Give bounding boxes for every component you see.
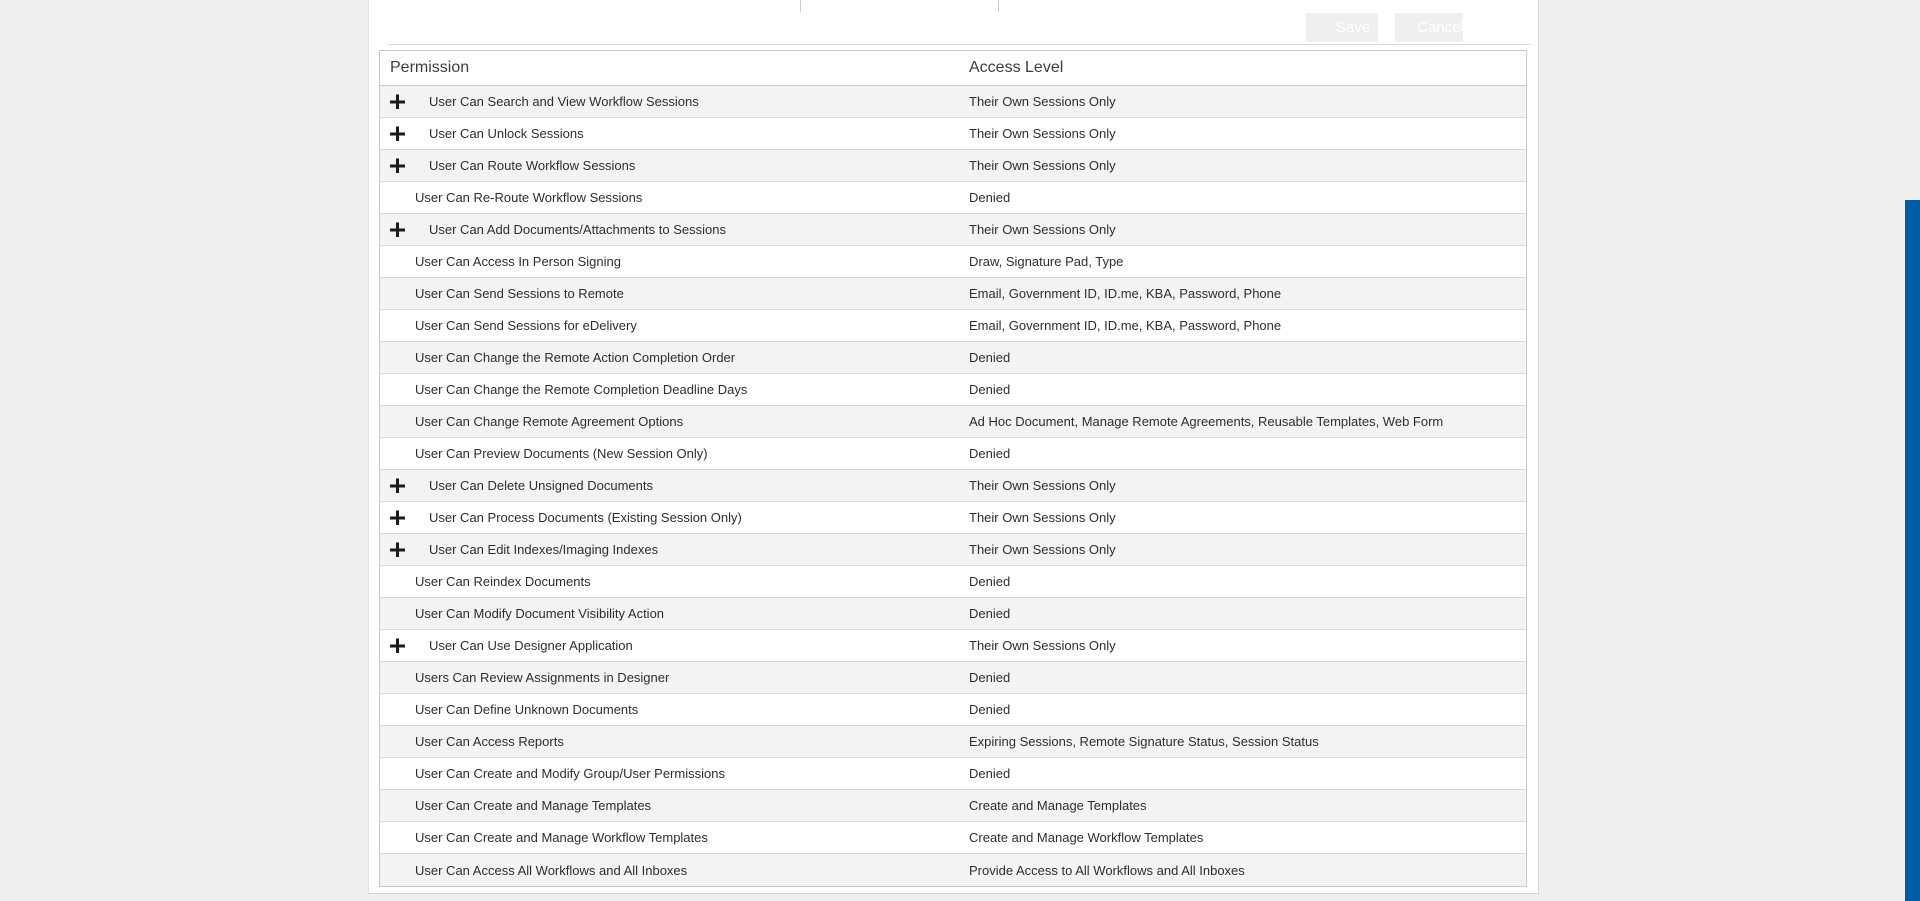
- permission-cell: [380, 126, 969, 141]
- table-row[interactable]: [380, 150, 1526, 182]
- access-level-value: Denied: [969, 574, 1011, 589]
- permission-cell: [380, 734, 969, 749]
- permission-label: User Can Reindex Documents: [415, 574, 591, 589]
- permission-label: User Can Re-Route Workflow Sessions: [415, 190, 643, 205]
- access-level-value: Their Own Sessions Only: [969, 94, 1116, 109]
- table-row[interactable]: [380, 246, 1526, 278]
- access-level-value: Ad Hoc Document, Manage Remote Agreements, Reusable Templates, Web Form: [969, 414, 1444, 429]
- permission-label: User Can Route Workflow Sessions: [429, 158, 636, 173]
- permission-cell: [380, 670, 969, 685]
- permission-label: User Can Delete Unsigned Documents: [429, 478, 653, 493]
- access-level-value: Their Own Sessions Only: [969, 510, 1116, 525]
- access-level-value: Their Own Sessions Only: [969, 158, 1116, 173]
- permission-label: User Can Change the Remote Completion Deadline Days: [415, 382, 748, 397]
- table-row[interactable]: [380, 502, 1526, 534]
- permission-cell: [380, 286, 969, 301]
- permission-label: User Can Change the Remote Action Completion Order: [415, 350, 736, 365]
- permission-label: User Can Define Unknown Documents: [415, 702, 639, 717]
- permission-cell: [380, 606, 969, 621]
- table-row[interactable]: [380, 822, 1526, 854]
- save-button[interactable]: [1306, 13, 1378, 42]
- access-level-value: Their Own Sessions Only: [969, 542, 1116, 557]
- access-level-value: Denied: [969, 382, 1011, 397]
- table-row[interactable]: [380, 406, 1526, 438]
- column-header-access-level: Access Level: [969, 59, 1064, 76]
- column-header-permission: Permission: [390, 59, 470, 76]
- table-row[interactable]: [380, 182, 1526, 214]
- permission-cell: [380, 638, 969, 653]
- access-level-value: Their Own Sessions Only: [969, 478, 1116, 493]
- access-level-value: Their Own Sessions Only: [969, 222, 1116, 237]
- permission-label: User Can Use Designer Application: [429, 638, 633, 653]
- permission-cell: [380, 863, 969, 878]
- permission-label: User Can Send Sessions to Remote: [415, 286, 624, 301]
- table-row[interactable]: [380, 566, 1526, 598]
- permission-cell: [380, 190, 969, 205]
- access-level-value: Denied: [969, 766, 1011, 781]
- table-row[interactable]: [380, 758, 1526, 790]
- access-level-value: Denied: [969, 606, 1011, 621]
- save-icon: [1314, 20, 1330, 36]
- cancel-button[interactable]: [1395, 13, 1463, 42]
- permission-cell: [380, 574, 969, 589]
- access-level-value: Denied: [969, 350, 1011, 365]
- table-row[interactable]: [380, 342, 1526, 374]
- expand-plus-icon[interactable]: [390, 126, 405, 141]
- access-level-value: Their Own Sessions Only: [969, 126, 1116, 141]
- permission-label: User Can Create and Manage Templates: [415, 798, 652, 813]
- expand-plus-icon[interactable]: [390, 158, 405, 173]
- expand-plus-icon[interactable]: [390, 478, 405, 493]
- permission-cell: [380, 446, 969, 461]
- table-row[interactable]: [380, 310, 1526, 342]
- permission-label: User Can Create and Manage Workflow Templates: [415, 830, 708, 845]
- tab-divider: [998, 0, 999, 12]
- permission-label: Users Can Review Assignments in Designer: [415, 670, 670, 685]
- table-row[interactable]: [380, 726, 1526, 758]
- table-row[interactable]: [380, 534, 1526, 566]
- permission-label: User Can Access In Person Signing: [415, 254, 621, 269]
- expand-plus-icon[interactable]: [390, 638, 405, 653]
- table-row[interactable]: [380, 118, 1526, 150]
- permission-cell: [380, 254, 969, 269]
- permission-cell: [380, 318, 969, 333]
- permission-label: User Can Preview Documents (New Session Only): [415, 446, 708, 461]
- table-row[interactable]: [380, 790, 1526, 822]
- permission-label: User Can Access Reports: [415, 734, 564, 749]
- permission-cell: [380, 766, 969, 781]
- table-row[interactable]: [380, 598, 1526, 630]
- table-row[interactable]: [380, 470, 1526, 502]
- table-row[interactable]: [380, 86, 1526, 118]
- access-level-value: Denied: [969, 190, 1011, 205]
- permission-label: User Can Change Remote Agreement Options: [415, 414, 684, 429]
- permission-cell: [380, 94, 969, 109]
- cancel-button-label: Cancel: [1417, 19, 1464, 36]
- save-button-label: Save: [1335, 19, 1371, 36]
- access-level-value: Provide Access to All Workflows and All Inboxes: [969, 862, 1245, 878]
- permission-cell: [380, 414, 969, 429]
- expand-plus-icon[interactable]: [390, 222, 405, 237]
- access-level-value: Draw, Signature Pad, Type: [969, 254, 1124, 269]
- permission-cell: [380, 158, 969, 173]
- permissions-table: [379, 50, 1527, 887]
- tab-divider: [800, 0, 801, 12]
- expand-plus-icon[interactable]: [390, 510, 405, 525]
- permission-cell: [380, 830, 969, 845]
- access-level-value: Email, Government ID, ID.me, KBA, Password, Phone: [969, 286, 1282, 301]
- expand-plus-icon[interactable]: [390, 94, 405, 109]
- access-level-value: Email, Government ID, ID.me, KBA, Password, Phone: [969, 318, 1282, 333]
- table-header: [380, 51, 1526, 86]
- table-row[interactable]: [380, 630, 1526, 662]
- table-row[interactable]: [380, 278, 1526, 310]
- permission-label: User Can Unlock Sessions: [429, 126, 584, 141]
- table-row[interactable]: [380, 438, 1526, 470]
- permission-cell: [380, 510, 969, 525]
- permission-cell: [380, 798, 969, 813]
- access-level-value: Create and Manage Workflow Templates: [969, 830, 1204, 845]
- table-row[interactable]: [380, 694, 1526, 726]
- table-row[interactable]: [380, 214, 1526, 246]
- access-level-value: Expiring Sessions, Remote Signature Status, Session Status: [969, 734, 1319, 749]
- permission-label: User Can Access All Workflows and All Inboxes: [415, 862, 688, 878]
- permission-cell: [380, 222, 969, 237]
- permissions-table-body: [380, 86, 1526, 886]
- permission-cell: [380, 702, 969, 717]
- access-level-value: Denied: [969, 446, 1011, 461]
- expand-plus-icon[interactable]: [390, 542, 405, 557]
- access-level-value: Create and Manage Templates: [969, 798, 1147, 813]
- table-row[interactable]: [380, 374, 1526, 406]
- permission-label: User Can Modify Document Visibility Action: [415, 606, 665, 621]
- permission-label: User Can Search and View Workflow Sessions: [429, 94, 699, 109]
- permission-label: User Can Add Documents/Attachments to Sessions: [429, 222, 726, 237]
- access-level-value: Their Own Sessions Only: [969, 638, 1116, 653]
- cancel-x-icon: [1394, 19, 1411, 36]
- permission-label: User Can Process Documents (Existing Session Only): [429, 510, 742, 525]
- permission-label: User Can Send Sessions for eDelivery: [415, 318, 637, 333]
- permission-cell: [380, 382, 969, 397]
- table-row[interactable]: [380, 854, 1526, 886]
- permission-cell: [380, 478, 969, 493]
- permission-label: User Can Create and Modify Group/User Permissions: [415, 766, 725, 781]
- table-row[interactable]: [380, 662, 1526, 694]
- access-level-value: Denied: [969, 702, 1011, 717]
- permission-cell: [380, 350, 969, 365]
- toolbar-separator: [388, 44, 1531, 45]
- right-edge-blue-strip: [1905, 200, 1920, 901]
- permission-label: User Can Edit Indexes/Imaging Indexes: [429, 542, 659, 557]
- permission-cell: [380, 542, 969, 557]
- access-level-value: Denied: [969, 670, 1011, 685]
